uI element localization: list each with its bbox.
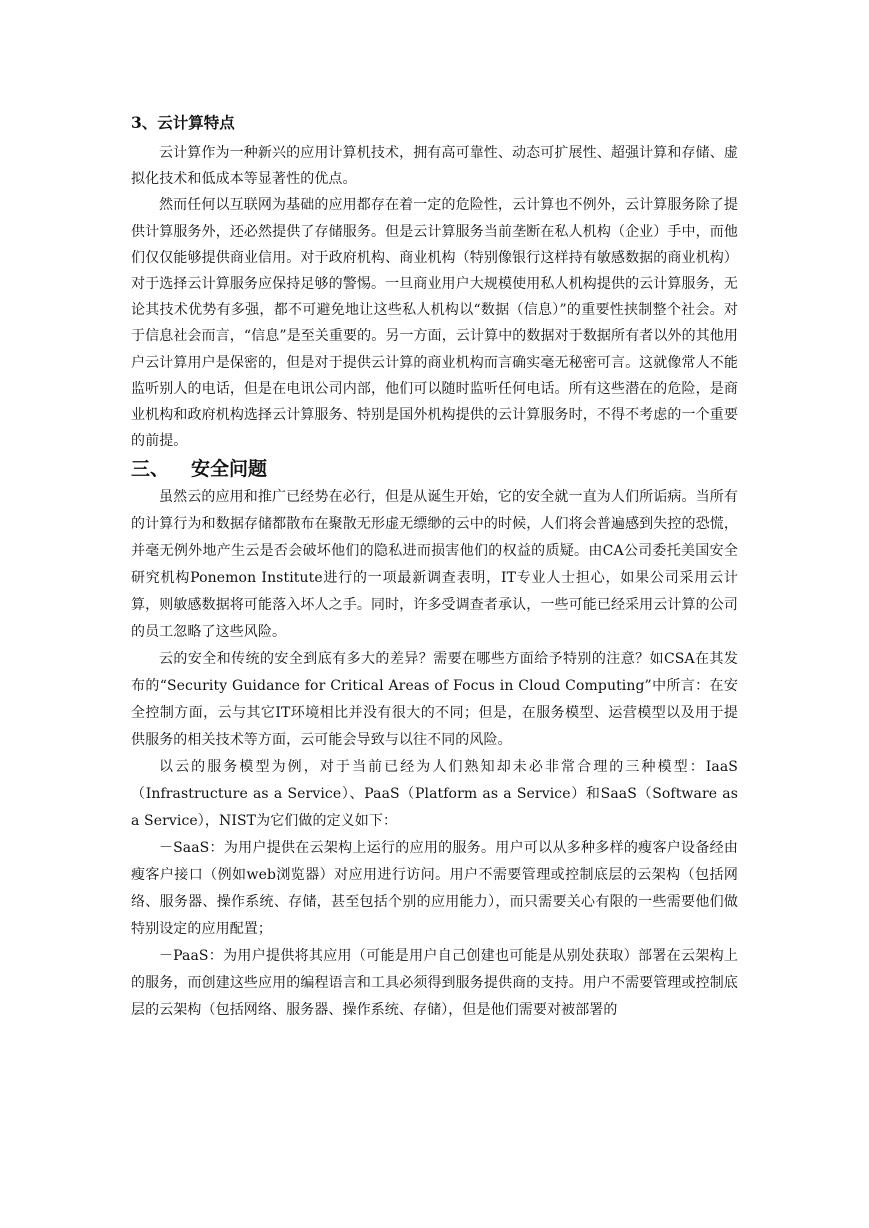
paragraph-saas-definition: －SaaS：为用户提供在云架构上运行的应用的服务。用户可以从多种多样的瘦客户设备经由瘦客户接口（例如web浏览器）对应用进行访问。用户不需要管理或控制底层的云架构（包括网络、服务器、操作系统、存储，甚至包括个别的应用能力），而只需要关心有限的一些需要他们做特别设定的应用配置； xyxy=(131,840,738,938)
section-heading-security xyxy=(131,454,738,484)
paragraph-service-models: 以云的服务模型为例，对于当前已经为人们熟知却未必非常合理的三种模型：IaaS（Infrastructure as a Service）、PaaS（Platform as a Service）和SaaS（Software as a Service），NIST为它们做的定义如下： xyxy=(131,759,738,830)
section-heading-cloud-features: 3、云计算特点 xyxy=(131,113,235,132)
section-title: 安全问题 xyxy=(191,458,268,481)
paragraph-paas-definition: －PaaS：为用户提供将其应用（可能是用户自己创建也可能是从别处获取）部署在云架构上的服务，而创建这些应用的编程语言和工具必须得到服务提供商的支持。用户不需要管理或控制底层的云架构（包括网络、服务器、操作系统、存储），但是他们需要对被部署的 xyxy=(131,948,738,1019)
paragraph-security-concerns: 虽然云的应用和推广已经势在必行，但是从诞生开始，它的安全就一直为人们所诟病。当所有的计算行为和数据存储都散布在聚散无形虚无缥缈的云中的时候，人们将会普遍感到失控的恐慌，并毫无例外地产生云是否会破坏他们的隐私进而损害他们的权益的质疑。由CA公司委托美国安全研究机构Ponemon Institute进行的一项最新调查表明，IT专业人士担心，如果公司采用云计算，则敏感数据将可能落入坏人之手。同时，许多受调查者承认，一些可能已经采用云计算的公司的员工忽略了这些风险。 xyxy=(131,489,738,641)
paragraph-cloud-features-intro: 云计算作为一种新兴的应用计算机技术，拥有高可靠性、动态可扩展性、超强计算和存储、虚拟化技术和低成本等显著性的优点。 xyxy=(131,145,738,188)
document-page xyxy=(131,108,738,1024)
section-number: 三、 xyxy=(131,458,170,481)
paragraph-cloud-risks: 然而任何以互联网为基础的应用都存在着一定的危险性，云计算也不例外，云计算服务除了提供计算服务外，还必然提供了存储服务。但是云计算服务当前垄断在私人机构（企业）手中，而他们仅仅能够提供商业信用。对于政府机构、商业机构（特别像银行这样持有敏感数据的商业机构）对于选择云计算服务应保持足够的警惕。一旦商业用户大规模使用私人机构提供的云计算服务，无论其技术优势有多强，都不可避免地让这些私人机构以“数据（信息）”的重要性挟制整个社会。对于信息社会而言，“信息”是至关重要的。另一方面，云计算中的数据对于数据所有者以外的其他用户云计算用户是保密的，但是对于提供云计算的商业机构而言确实毫无秘密可言。这就像常人不能监听别人的电话，但是在电讯公司内部，他们可以随时监听任何电话。所有这些潜在的危险，是商业机构和政府机构选择云计算服务、特别是国外机构提供的云计算服务时，不得不考虑的一个重要的前提。 xyxy=(131,197,738,450)
paragraph-security-difference: 云的安全和传统的安全到底有多大的差异？需要在哪些方面给予特别的注意？如CSA在其发布的“Security Guidance for Critical Areas of Focus in Cloud Computing”中所言：在安全控制方面，云与其它IT环境相比并没有很大的不同；但是，在服务模型、运营模型以及用于提供服务的相关技术等方面，云可能会导致与以往不同的风险。 xyxy=(131,651,738,749)
